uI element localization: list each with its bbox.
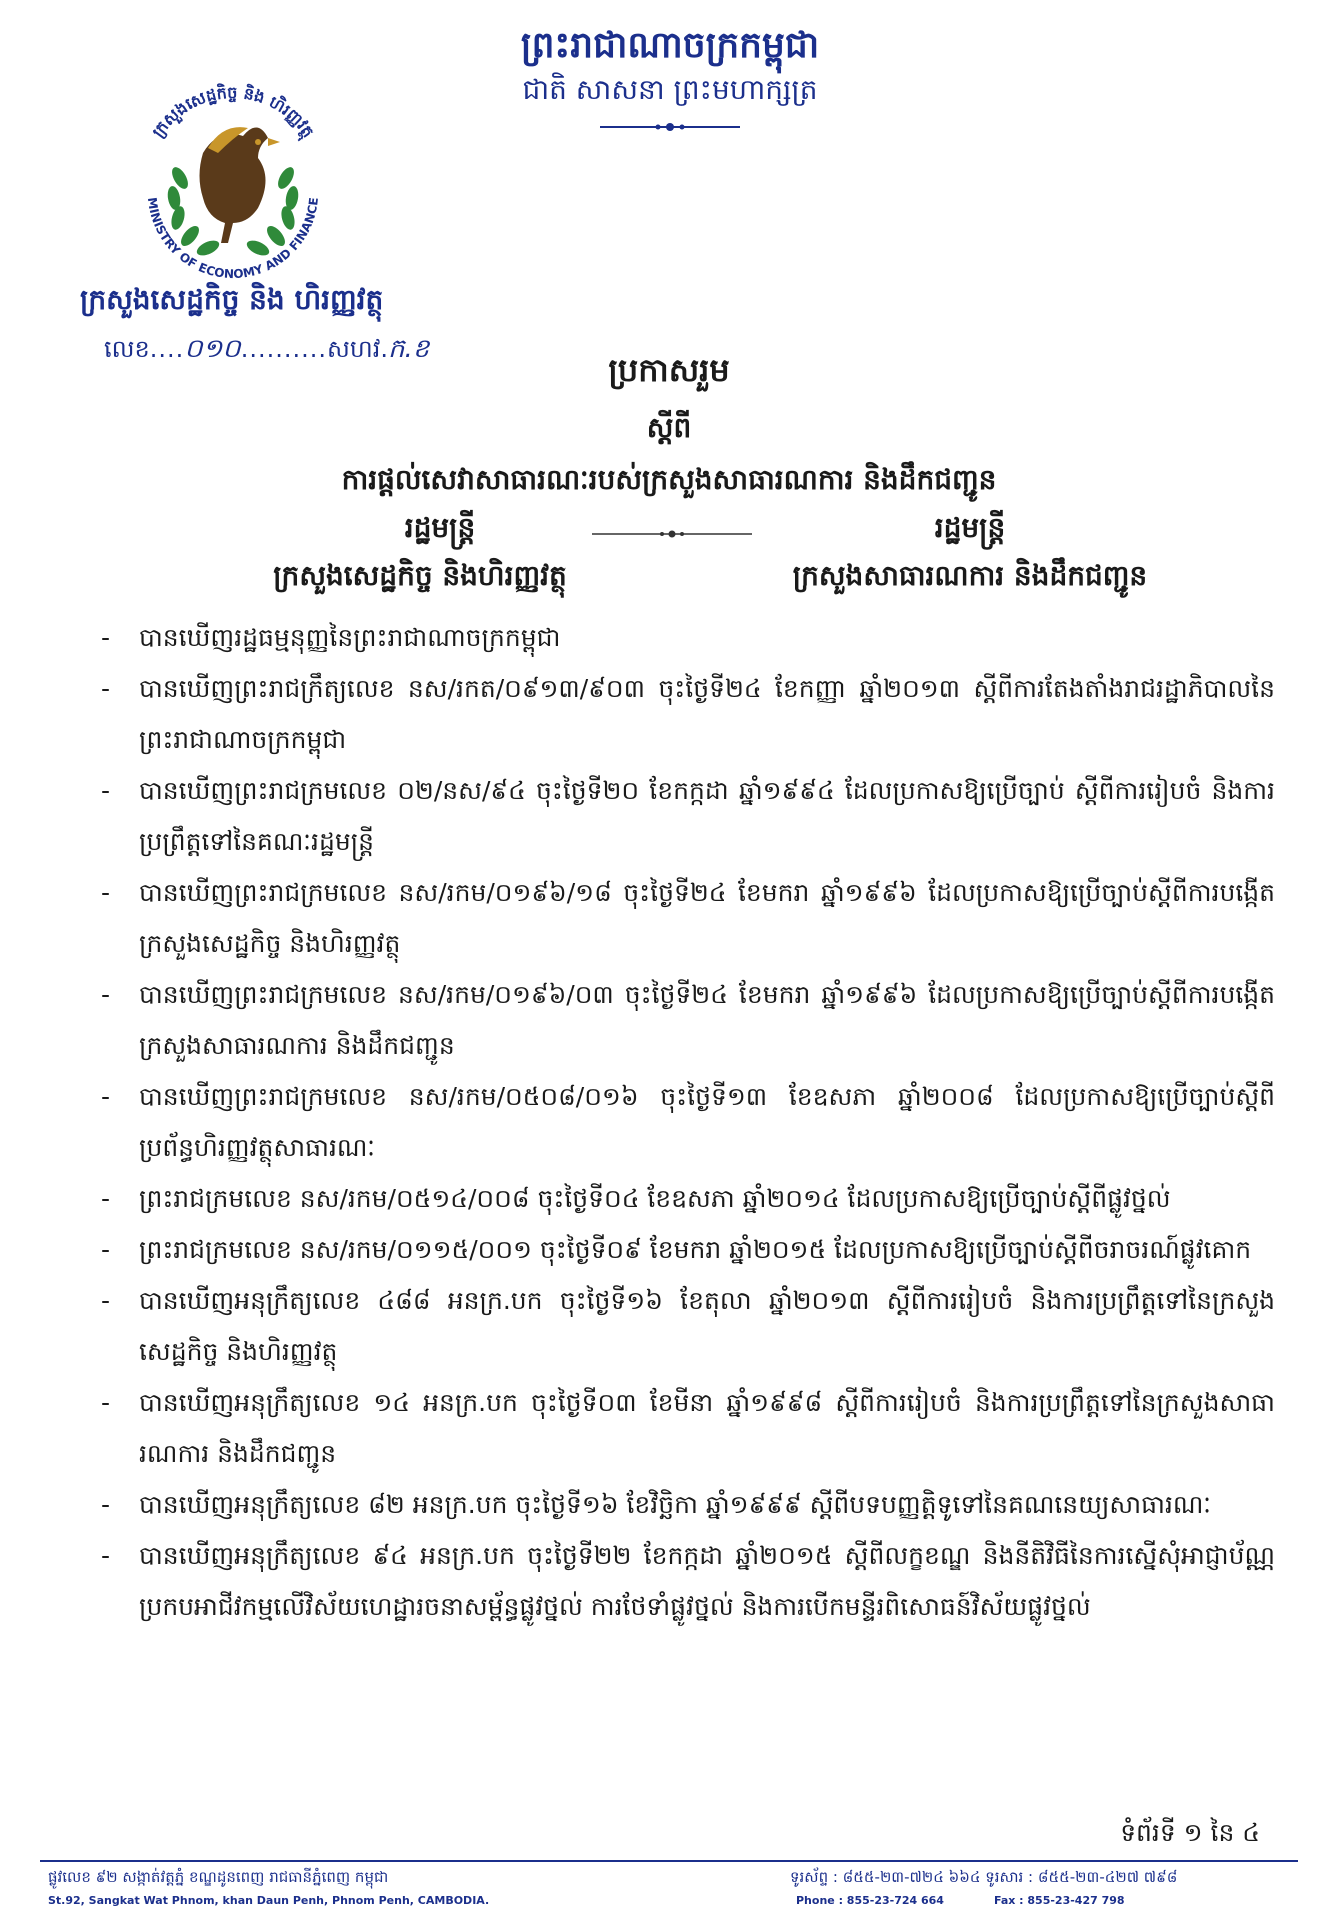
document-type: ប្រកាសរួម — [608, 351, 730, 389]
motto-ornament — [600, 120, 740, 134]
left-signatory-ministry: ក្រសួងសេដ្ឋកិច្ច និងហិរញ្ញវត្ថុ — [273, 559, 567, 592]
list-item: - បានឃើញព្រះរាជក្រមលេខ នស/រកម/០៥០៨/០១៦ ចុះថ្ងៃទី១៣ ខែឧសភា ឆ្នាំ២០០៨ ដែលប្រកាសឱ្យប្រើច្បាប់ស្តីពីប្រព័ន្ធហិរញ្ញវត្ថុសាធារណៈ — [95, 1071, 1275, 1173]
list-item: - ព្រះរាជក្រមលេខ នស/រកម/០១១៥/០០១ ចុះថ្ងៃទី០៩ ខែមករា ឆ្នាំ២០១៥ ដែលប្រកាសឱ្យប្រើច្បាប់ស្តីពីចរាចរណ៍ផ្លូវគោក — [95, 1224, 1275, 1275]
signatory-ornament — [592, 528, 752, 540]
national-motto: ជាតិ សាសនា ព្រះមហាក្សត្រ — [522, 73, 818, 106]
legal-basis-list — [95, 612, 1275, 1632]
footer-address-en: St.92, Sangkat Wat Phnom, khan Daun Penh, Phnom Penh, CAMBODIA. — [48, 1894, 490, 1907]
list-item: - បានឃើញអនុក្រឹត្យលេខ ១៤ អនក្រ.បក ចុះថ្ងៃទី០៣ ខែមីនា ឆ្នាំ១៩៩៨ ស្តីពីការរៀបចំ និងការប្រព្រឹត្តទៅនៃក្រសួងសាធារណការ និងដឹកជញ្ជូន — [95, 1377, 1275, 1479]
left-signatory-title: រដ្ឋមន្ត្រី — [404, 511, 476, 544]
right-signatory-title: រដ្ឋមន្ត្រី — [934, 511, 1006, 544]
ministry-name: ក្រសួងសេដ្ឋកិច្ច និង ហិរញ្ញវត្ថុ — [80, 283, 384, 316]
list-item: - បានឃើញព្រះរាជក្រឹត្យលេខ នស/រកត/០៩១៣/៩០៣ ចុះថ្ងៃទី២៤ ខែកញ្ញា ឆ្នាំ២០១៣ ស្តីពីការតែងតាំងរាជរដ្ឋាភិបាលនៃព្រះរាជាណាចក្រកម្ពុជា — [95, 663, 1275, 765]
footer-address-km: ផ្លូវលេខ ៩២ សង្កាត់វត្តភ្នំ ខណ្ឌដូនពេញ រាជធានីភ្នំពេញ កម្ពុជា — [48, 1868, 389, 1886]
footer-divider — [40, 1860, 1298, 1862]
list-item: - បានឃើញព្រះរាជក្រមលេខ នស/រកម/០១៩៦/១៨ ចុះថ្ងៃទី២៤ ខែមករា ឆ្នាំ១៩៩៦ ដែលប្រកាសឱ្យប្រើច្បាប់ស្តីពីការបង្កើតក្រសួងសេដ្ឋកិច្ច និងហិរញ្ញវត្ថុ — [95, 867, 1275, 969]
list-item: - បានឃើញអនុក្រឹត្យលេខ ៨២ អនក្រ.បក ចុះថ្ងៃទី១៦ ខែវិច្ឆិកា ឆ្នាំ១៩៩៩ ស្តីពីបទបញ្ញត្តិទូទៅនៃគណនេយ្យសាធារណៈ — [95, 1479, 1275, 1530]
list-item: - បានឃើញព្រះរាជក្រមលេខ ០២/នស/៩៤ ចុះថ្ងៃទី២០ ខែកក្កដា ឆ្នាំ១៩៩៤ ដែលប្រកាសឱ្យប្រើច្បាប់ ស្តីពីការរៀបចំ និងការប្រព្រឹត្តទៅនៃគណៈរដ្ឋមន្ត្រី — [95, 765, 1275, 867]
about-label: ស្ដីពី — [646, 411, 692, 444]
rooster-emblem-icon — [200, 127, 281, 243]
reference-label: លេខ — [104, 335, 150, 363]
list-item: - ព្រះរាជក្រមលេខ នស/រកម/០៥១៤/០០៨ ចុះថ្ងៃទី០៤ ខែឧសភា ឆ្នាំ២០១៤ ដែលប្រកាសឱ្យប្រើច្បាប់ស្តីពីផ្លូវថ្នល់ — [95, 1173, 1275, 1224]
document-subject: ការផ្ដល់សេវាសាធារណៈរបស់ក្រសួងសាធារណការ និងដឹកជញ្ជូន — [341, 463, 997, 496]
right-signatory-ministry: ក្រសួងសាធារណការ និងដឹកជញ្ជូន — [792, 559, 1148, 592]
ministry-seal — [108, 58, 358, 308]
page-number: ទំព័រទី ១ នៃ ៤ — [1120, 1818, 1260, 1847]
reference-suffix-label: សហវ. — [327, 335, 388, 363]
reference-number-value: ០១០ — [184, 334, 241, 364]
list-item: - បានឃើញរដ្ឋធម្មនុញ្ញនៃព្រះរាជាណាចក្រកម្ពុជា — [95, 612, 1275, 663]
footer-phone: Phone : 855-23-724 664 — [796, 1894, 944, 1907]
footer-contact-km: ទូរស័ព្ទ : ៨៥៥-២៣-៧២៤ ៦៦៤ ទូរសារ : ៨៥៥-២៣-៤២៧ ៧៩៨ — [790, 1868, 1178, 1886]
list-item: - បានឃើញអនុក្រឹត្យលេខ ៩៤ អនក្រ.បក ចុះថ្ងៃទី២២ ខែកក្កដា ឆ្នាំ២០១៥ ស្តីពីលក្ខខណ្ឌ និងនីតិវិធីនៃការស្នើសុំអាជ្ញាប័ណ្ណប្រកបអាជីវកម្មលើវិស័យហេដ្ឋារចនាសម្ព័ន្ធផ្លូវថ្នល់ ការថែទាំផ្លូវថ្នល់ និងការបើកមន្ទីរពិសោធន៍វិស័យផ្លូវថ្នល់ — [95, 1530, 1275, 1632]
reference-suffix-value: ក.ខ — [387, 334, 430, 364]
seal-text-km: ក្រសួងសេដ្ឋកិច្ច និង ហិរញ្ញវត្ថុ — [148, 82, 318, 141]
kingdom-title: ព្រះរាជាណាចក្រកម្ពុជា — [520, 25, 820, 66]
list-item: - បានឃើញព្រះរាជក្រមលេខ នស/រកម/០១៩៦/០៣ ចុះថ្ងៃទី២៤ ខែមករា ឆ្នាំ១៩៩៦ ដែលប្រកាសឱ្យប្រើច្បាប់ស្តីពីការបង្កើតក្រសួងសាធារណការ និងដឹកជញ្ជូន — [95, 969, 1275, 1071]
reference-number: លេខ....០១០..........សហវ.ក.ខ — [104, 334, 430, 364]
list-item: - បានឃើញអនុក្រឹត្យលេខ ៤៨៨ អនក្រ.បក ចុះថ្ងៃទី១៦ ខែតុលា ឆ្នាំ២០១៣ ស្តីពីការរៀបចំ និងការប្រព្រឹត្តទៅនៃក្រសួងសេដ្ឋកិច្ច និងហិរញ្ញវត្ថុ — [95, 1275, 1275, 1377]
footer-contact-en — [796, 1894, 1175, 1907]
footer-fax: Fax : 855-23-427 798 — [993, 1894, 1125, 1907]
seal-text-en: MINISTRY OF ECONOMY AND FINANCE — [144, 196, 321, 282]
